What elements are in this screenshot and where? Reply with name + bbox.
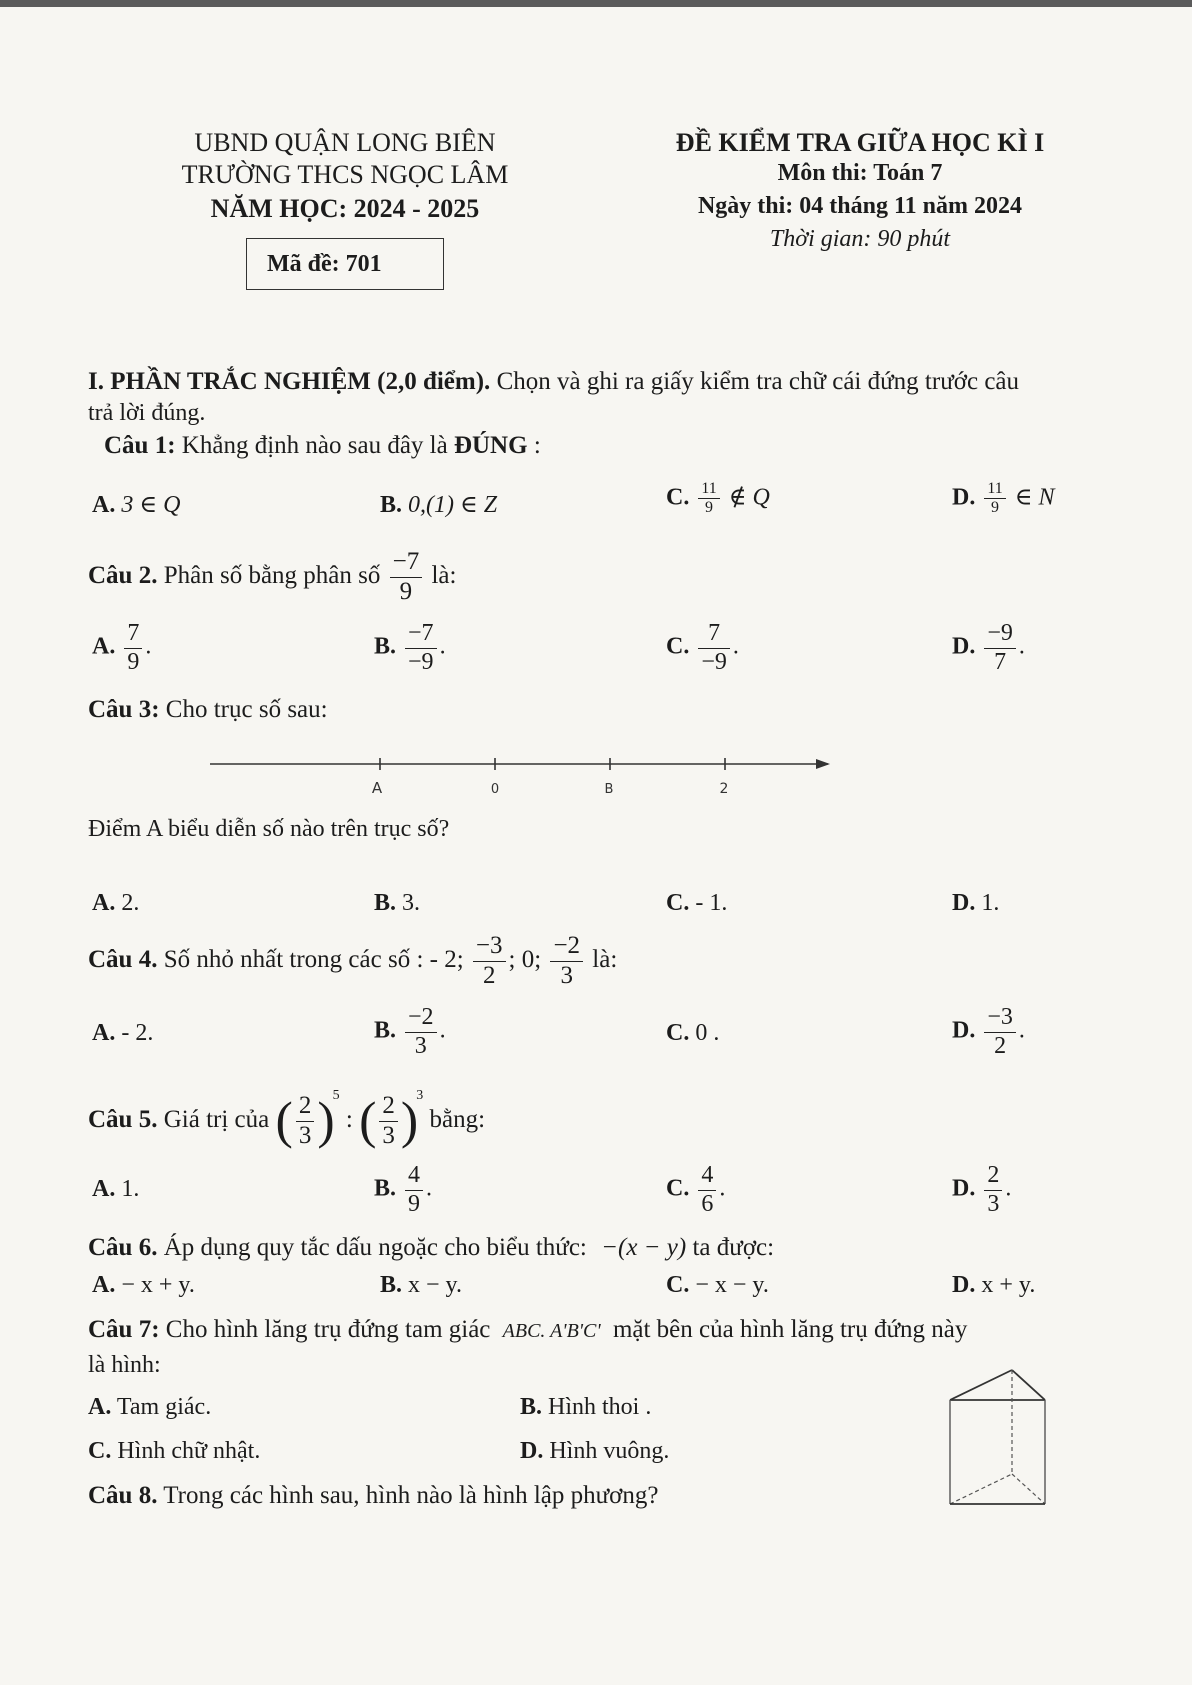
q6-option-b: B. x − y. (380, 1272, 462, 1298)
q5-option-b-fraction: $\frac{4}{9}$ (405, 1162, 423, 1218)
q4-option-a: A. - 2. (92, 1020, 154, 1046)
question-5-base-1: $\frac{2}{3}$ (296, 1092, 315, 1151)
question-5-base-2: $\frac{2}{3}$ (379, 1092, 398, 1151)
q1-option-d-letter: D. (952, 484, 976, 511)
tick-label-2: 2 (719, 781, 729, 797)
prism-figure (940, 1356, 1060, 1516)
question-3 (88, 696, 328, 724)
exam-subject: Môn thi: Toán 7 (777, 160, 943, 186)
school-year: NĂM HỌC: 2024 - 2025 (210, 194, 480, 223)
q5-option-b: B. $\frac{4}{9}$ . (374, 1162, 433, 1217)
question-1-text: Khẳng định nào sau đây là (181, 432, 448, 459)
q1-option-b-expr: 0,(1) ∈ Z (408, 492, 498, 518)
q5-option-d: D. $\frac{2}{3}$ . (952, 1162, 1012, 1217)
q1-option-b-letter: B. (380, 492, 403, 518)
question-4-tail: là: (592, 945, 618, 973)
tick-label-b: B (604, 782, 614, 797)
question-4-text: Số nhỏ nhất trong các số : - 2; (163, 945, 464, 973)
q1-option-b (380, 490, 497, 519)
q7-option-a: A. Tam giác. (88, 1394, 212, 1420)
question-4-fraction-1: $\frac{-3}{2}$ (473, 932, 506, 991)
question-6-tail: ta được: (692, 1234, 775, 1261)
q2-option-a: A. $\frac{7}{9}$ . (92, 620, 152, 675)
q3-option-b: B. 3. (374, 890, 421, 916)
question-8-text: Trong các hình sau, hình nào là hình lập phương? (163, 1482, 659, 1509)
q3-option-a: A. 2. (92, 890, 140, 916)
question-5-exponent-2: 3 (416, 1088, 424, 1103)
question-2-label: Câu 2. (88, 561, 158, 589)
q3-option-c: C. - 1. (666, 890, 728, 916)
question-2 (88, 548, 456, 607)
q1-option-d (952, 480, 1055, 518)
exam-code-box: Mã đề: 701 (246, 238, 444, 290)
q2-option-d-letter: D. (952, 633, 976, 660)
question-4: Câu 4. Số nhỏ nhất trong các số : - 2; $\frac{-3}{2}$ ; 0; $\frac{-2}{3}$ là: (88, 932, 618, 989)
section-1-heading (88, 366, 1019, 399)
q6-option-a: A. − x + y. (92, 1272, 195, 1298)
q2-option-d-fraction: $\frac{-9}{7}$ (984, 620, 1016, 676)
school-name: TRƯỜNG THCS NGỌC LÂM (181, 160, 509, 189)
q4-option-d-fraction: $\frac{-3}{2}$ (984, 1004, 1016, 1060)
tick-label-0: 0 (490, 782, 500, 797)
q6-option-d: D. x + y. (952, 1272, 1036, 1298)
section-1-instruction-2: trả lời đúng. (88, 400, 206, 426)
q4-option-c: C. 0 . (666, 1020, 720, 1046)
q4-option-b-fraction: $\frac{-2}{3}$ (405, 1004, 437, 1060)
tick-label-a: A (371, 779, 383, 797)
q2-option-b-fraction: $\frac{-7}{-9}$ (405, 620, 437, 676)
q7-option-c: C. Hình chữ nhật. (88, 1438, 261, 1464)
exam-date: Ngày thi: 04 tháng 11 năm 2024 (697, 193, 1023, 219)
q1-option-a-letter: A. (92, 492, 116, 518)
q7-option-b: B. Hình thoi . (520, 1394, 652, 1420)
question-5-exponent-1: 5 (332, 1088, 340, 1103)
q2-option-a-letter: A. (92, 633, 116, 660)
question-5-text: Giá trị của (163, 1106, 270, 1133)
question-7-tail: mặt bên của hình lăng trụ đứng này (612, 1316, 968, 1343)
q1-option-a (92, 490, 180, 519)
question-2-text: Phân số bằng phân số (163, 561, 381, 589)
q1-option-c-fraction: $\frac{11}{9}$ (698, 480, 719, 518)
q2-option-d: D. $\frac{-9}{7}$ . (952, 620, 1025, 675)
q5-option-d-fraction: $\frac{2}{3}$ (984, 1162, 1002, 1218)
section-1-title: I. PHẦN TRẮC NGHIỆM (2,0 điểm). (88, 368, 491, 395)
question-5: Câu 5. Giá trị của ( $\frac{2}{3}$ )$^5$ : ( $\frac{2}{3}$ )$^3$ bằng: (88, 1088, 486, 1150)
question-4-label: Câu 4. (88, 945, 158, 973)
question-3-prompt: Điểm A biểu diễn số nào trên trục số? (88, 816, 450, 842)
district-name: UBND QUẬN LONG BIÊN (194, 128, 496, 157)
q5-option-a: A. 1. (92, 1176, 140, 1202)
q1-option-c (666, 480, 770, 518)
question-1-tail: : (533, 432, 541, 459)
q2-option-b-letter: B. (374, 633, 397, 660)
question-2-tail: là: (431, 561, 457, 589)
number-line (200, 748, 840, 798)
question-5-label: Câu 5. (88, 1106, 158, 1133)
question-6-expression: −(x − y) (601, 1234, 687, 1261)
question-2-fraction: $\frac{-7}{9}$ (390, 548, 423, 607)
q5-option-c-fraction: $\frac{4}{6}$ (698, 1162, 716, 1218)
question-6-text: Áp dụng quy tắc dấu ngoặc cho biểu thức: (163, 1234, 587, 1261)
q1-option-a-expr: 3 ∈ Q (121, 492, 181, 518)
question-5-tail: bằng: (429, 1106, 486, 1133)
q2-option-a-fraction: $\frac{7}{9}$ (124, 620, 142, 676)
question-1-emphasis: ĐÚNG (453, 432, 528, 459)
question-6-label: Câu 6. (88, 1234, 158, 1261)
q7-option-d: D. Hình vuông. (520, 1438, 670, 1464)
q3-option-d: D. 1. (952, 890, 1000, 916)
question-3-text: Cho trục số sau: (165, 696, 328, 723)
question-7-line-2: là hình: (88, 1352, 161, 1378)
question-4-fraction-2: $\frac{-2}{3}$ (550, 932, 583, 991)
q6-option-c: C. − x − y. (666, 1272, 769, 1298)
question-7-label: Câu 7: (88, 1316, 160, 1343)
question-3-label: Câu 3: (88, 696, 160, 723)
exam-title: ĐỀ KIỂM TRA GIỮA HỌC KÌ I (675, 128, 1045, 157)
question-8 (88, 1482, 659, 1510)
number-line-arrow (816, 759, 830, 769)
q4-option-d: D. $\frac{-3}{2}$ . (952, 1004, 1025, 1059)
exam-time: Thời gian: 90 phút (769, 226, 951, 252)
q1-option-c-letter: C. (666, 484, 690, 511)
q2-option-b: B. $\frac{-7}{-9}$ . (374, 620, 446, 675)
question-8-label: Câu 8. (88, 1482, 158, 1509)
question-1 (104, 432, 541, 460)
q5-option-c: C. $\frac{4}{6}$ . (666, 1162, 726, 1217)
q2-option-c-letter: C. (666, 633, 690, 660)
question-7-text: Cho hình lăng trụ đứng tam giác (165, 1316, 491, 1343)
question-1-label: Câu 1: (104, 432, 176, 459)
question-7-expression: ABC. A'B'C' (502, 1320, 601, 1342)
q1-option-c-relation: ∉ Q (728, 484, 770, 511)
question-7 (88, 1316, 967, 1344)
q2-option-c-fraction: $\frac{7}{-9}$ (698, 620, 730, 676)
q2-option-c: C. $\frac{7}{-9}$ . (666, 620, 739, 675)
question-6 (88, 1234, 774, 1262)
scan-top-edge (0, 0, 1192, 7)
q1-option-d-relation: ∈ N (1014, 484, 1055, 511)
q1-option-d-fraction: $\frac{11}{9}$ (984, 480, 1005, 518)
q4-option-b: B. $\frac{-2}{3}$ . (374, 1004, 446, 1059)
section-1-instruction: Chọn và ghi ra giấy kiểm tra chữ cái đứng trước câu (496, 368, 1020, 395)
